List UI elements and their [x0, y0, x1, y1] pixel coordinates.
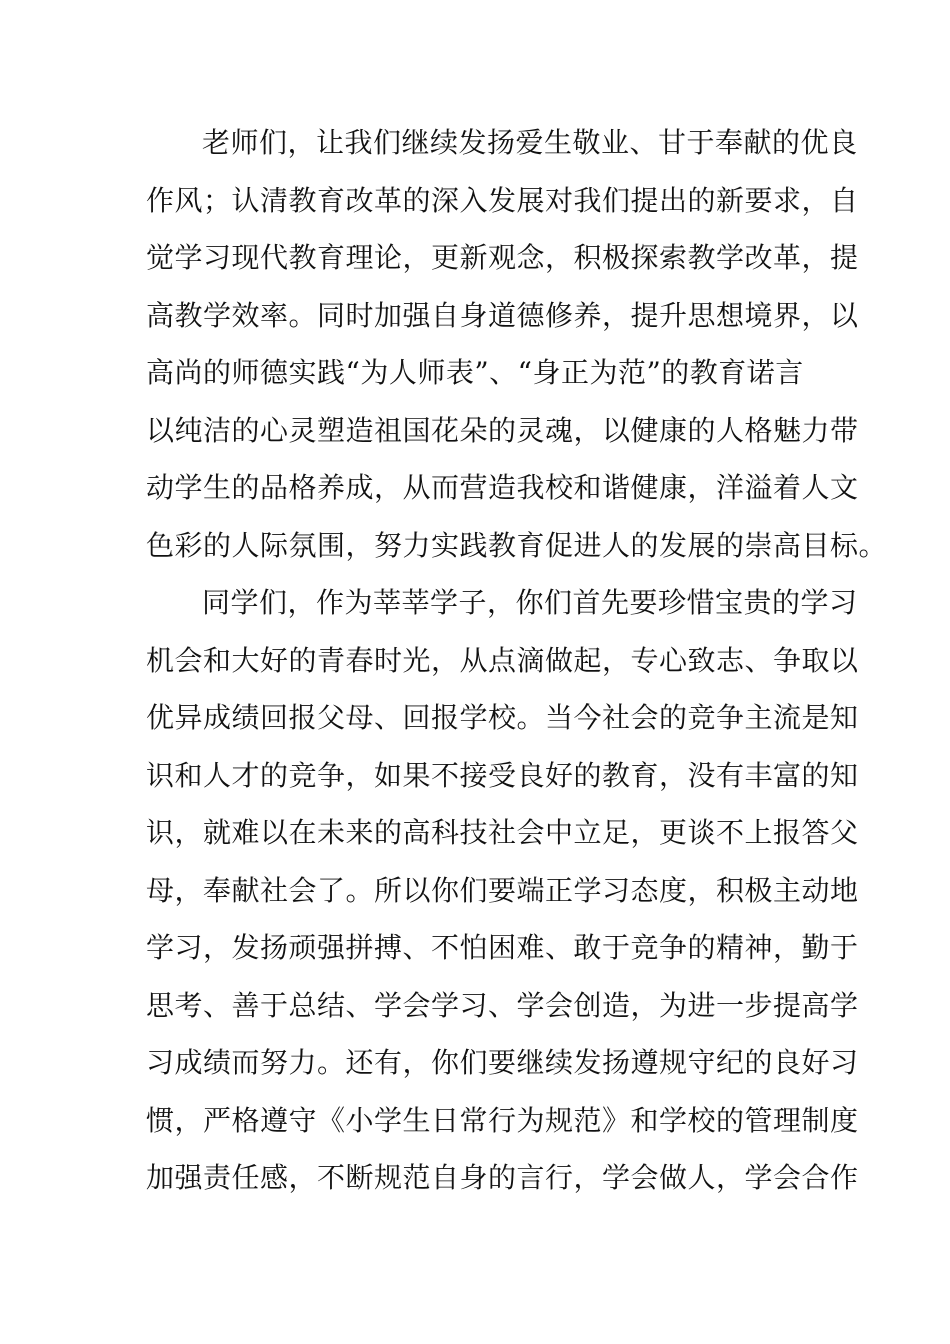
- paragraph-teachers: [146, 114, 888, 574]
- paragraph-line: 习成绩而努力。还有，你们要继续发扬遵规守纪的良好习: [146, 1046, 859, 1079]
- paragraph-line: 思考、善于总结、学会学习、学会创造，为进一步提高学: [146, 988, 859, 1022]
- paragraph-line: 作风；认清教育改革的深入发展对我们提出的新要求，自: [146, 183, 859, 217]
- document-body: [146, 114, 888, 1207]
- paragraph-line: 惯，严格遵守《小学生日常行为规范》和学校的管理制度: [146, 1103, 859, 1137]
- paragraph-students: [146, 574, 859, 1207]
- paragraph-line: 以纯洁的心灵塑造祖国花朵的灵魂，以健康的人格魅力带: [146, 413, 859, 447]
- paragraph-line: 学习，发扬顽强拼搏、不怕困难、敢于竞争的精神，勤于: [146, 931, 859, 964]
- paragraph-line: 识，就难以在未来的高科技社会中立足，更谈不上报答父: [146, 816, 859, 849]
- paragraph-line: 识和人才的竞争，如果不接受良好的教育，没有丰富的知: [146, 758, 859, 792]
- paragraph-line: 动学生的品格养成，从而营造我校和谐健康，洋溢着人文: [146, 471, 859, 504]
- paragraph-line: 色彩的人际氛围，努力实践教育促进人的发展的崇高目标。: [146, 528, 888, 562]
- paragraph-line: 优异成绩回报父母、回报学校。当今社会的竞争主流是知: [146, 701, 859, 734]
- paragraph-line: 机会和大好的青春时光，从点滴做起，专心致志、争取以: [146, 643, 859, 677]
- paragraph-line: 同学们，作为莘莘学子，你们首先要珍惜宝贵的学习: [202, 586, 858, 619]
- paragraph-line: 母，奉献社会了。所以你们要端正学习态度，积极主动地: [146, 873, 859, 907]
- paragraph-line: 老师们，让我们继续发扬爱生敬业、甘于奉献的优良: [202, 126, 858, 159]
- paragraph-line: 觉学习现代教育理论，更新观念，积极探索教学改革，提: [146, 241, 859, 274]
- paragraph-line: 高教学效率。同时加强自身道德修养，提升思想境界，以: [146, 298, 859, 332]
- paragraph-line: 高尚的师德实践“为人师表”、“身正为范”的教育诺言: [146, 356, 804, 389]
- paragraph-line: 加强责任感，不断规范自身的言行，学会做人，学会合作: [146, 1161, 859, 1194]
